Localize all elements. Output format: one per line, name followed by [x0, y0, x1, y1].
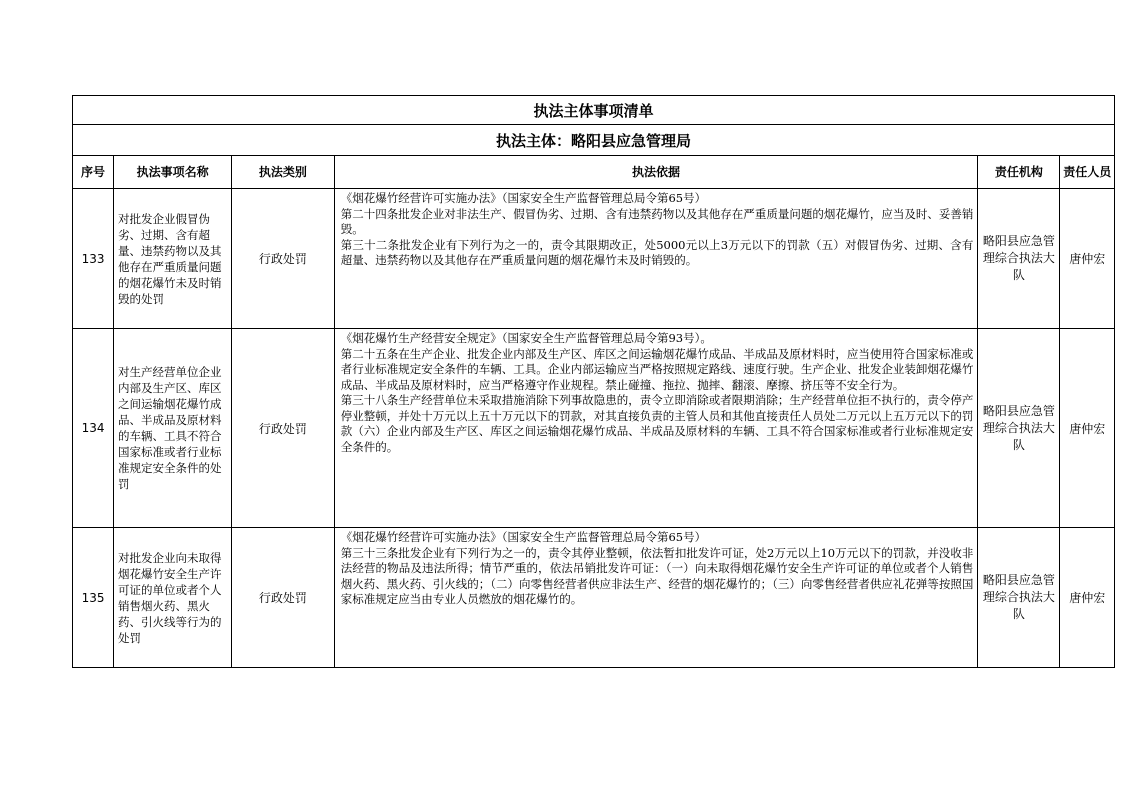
row-type: 行政处罚: [232, 329, 335, 528]
row-basis: [334, 189, 978, 329]
row-seq: 134: [73, 329, 114, 528]
row-person: 唐仲宏: [1060, 189, 1115, 329]
table-row: [73, 528, 1115, 668]
basis-line: 第三十三条批发企业有下列行为之一的，责令其停业整顿，依法暂扣批发许可证，处2万元以上10万元以下的罚款，并没收非法经营的物品及违法所得；情节严重的，依法吊销批发许可证：（一）向未取得烟花爆竹安全生产许可证的单位或者个人销售烟火药、黑火药、引火线的；（二）向零售经营者供应非法生产、经营的烟花爆竹的；（三）向零售经营者供应礼花弹等按照国家标准规定应当由专业人员燃放的烟花爆竹的。: [340, 545, 974, 606]
basis-line: 《烟花爆竹经营许可实施办法》（国家安全生产监督管理总局令第65号）: [340, 191, 707, 205]
table-row: [73, 189, 1115, 329]
header-item-name: 执法事项名称: [114, 156, 232, 189]
row-seq: 133: [73, 189, 114, 329]
header-type: 执法类别: [232, 156, 335, 189]
row-item-name: 对批发企业向未取得烟花爆竹安全生产许可证的单位或者个人销售烟火药、黑火药、引火线等行为的处罚: [114, 528, 232, 668]
basis-line: 第三十八条生产经营单位未采取措施消除下列事故隐患的，责令立即消除或者限期消除；生产经营单位拒不执行的，责令停产停业整顿，并处十万元以上五十万元以下的罚款，对其直接负责的主管人员和其他直接责任人员处二万元以上五万元以下的罚款（六）企业内部及生产区、库区之间运输烟花爆竹成品、半成品及原材料的车辆、工具不符合国家标准或者行业标准规定安全条件的。: [340, 393, 974, 454]
header-basis: 执法依据: [334, 156, 978, 189]
row-type: 行政处罚: [232, 528, 335, 668]
row-org: 略阳县应急管理综合执法大队: [978, 189, 1060, 329]
basis-line: 第二十五条在生产企业、批发企业内部及生产区、库区之间运输烟花爆竹成品、半成品及原材料时，应当使用符合国家标准或者行业标准规定安全条件的车辆、工具。企业内部运输应当严格按照规定路线、速度行驶。生产企业、批发企业装卸烟花爆竹成品、半成品及原材料时，应当严格遵守作业规程。禁止碰撞、拖拉、抛摔、翻滚、摩擦、挤压等不安全行为。: [340, 346, 974, 392]
row-org: 略阳县应急管理综合执法大队: [978, 528, 1060, 668]
table-row: [73, 329, 1115, 528]
row-item-name: 对生产经营单位企业内部及生产区、库区之间运输烟花爆竹成品、半成品及原材料的车辆、工具不符合国家标准或者行业标准规定安全条件的处罚: [114, 329, 232, 528]
row-person: 唐仲宏: [1060, 329, 1115, 528]
row-type: 行政处罚: [232, 189, 335, 329]
header-person: 责任人员: [1060, 156, 1115, 189]
row-seq: 135: [73, 528, 114, 668]
row-basis: [334, 329, 978, 528]
enforcement-table: [72, 95, 1115, 668]
row-basis: [334, 528, 978, 668]
header-org: 责任机构: [978, 156, 1060, 189]
header-seq: 序号: [73, 156, 114, 189]
basis-line: 第三十二条批发企业有下列行为之一的，责令其限期改正，处5000元以上3万元以下的罚款（五）对假冒伪劣、过期、含有超量、违禁药物以及其他存在严重质量问题的烟花爆竹未及时销毁的。: [340, 237, 974, 267]
row-item-name: 对批发企业假冒伪劣、过期、含有超量、违禁药物以及其他存在严重质量问题的烟花爆竹未及时销毁的处罚: [114, 189, 232, 329]
basis-line: 第二十四条批发企业对非法生产、假冒伪劣、过期、含有违禁药物以及其他存在严重质量问题的烟花爆竹，应当及时、妥善销毁。: [340, 206, 974, 236]
basis-line: 《烟花爆竹经营许可实施办法》（国家安全生产监督管理总局令第65号）: [340, 530, 707, 544]
row-org: 略阳县应急管理综合执法大队: [978, 329, 1060, 528]
row-person: 唐仲宏: [1060, 528, 1115, 668]
document-title: 执法主体事项清单: [73, 96, 1115, 125]
basis-line: 《烟花爆竹生产经营安全规定》（国家安全生产监督管理总局令第93号）。: [340, 331, 712, 345]
enforcement-subject: 执法主体：略阳县应急管理局: [73, 125, 1115, 156]
